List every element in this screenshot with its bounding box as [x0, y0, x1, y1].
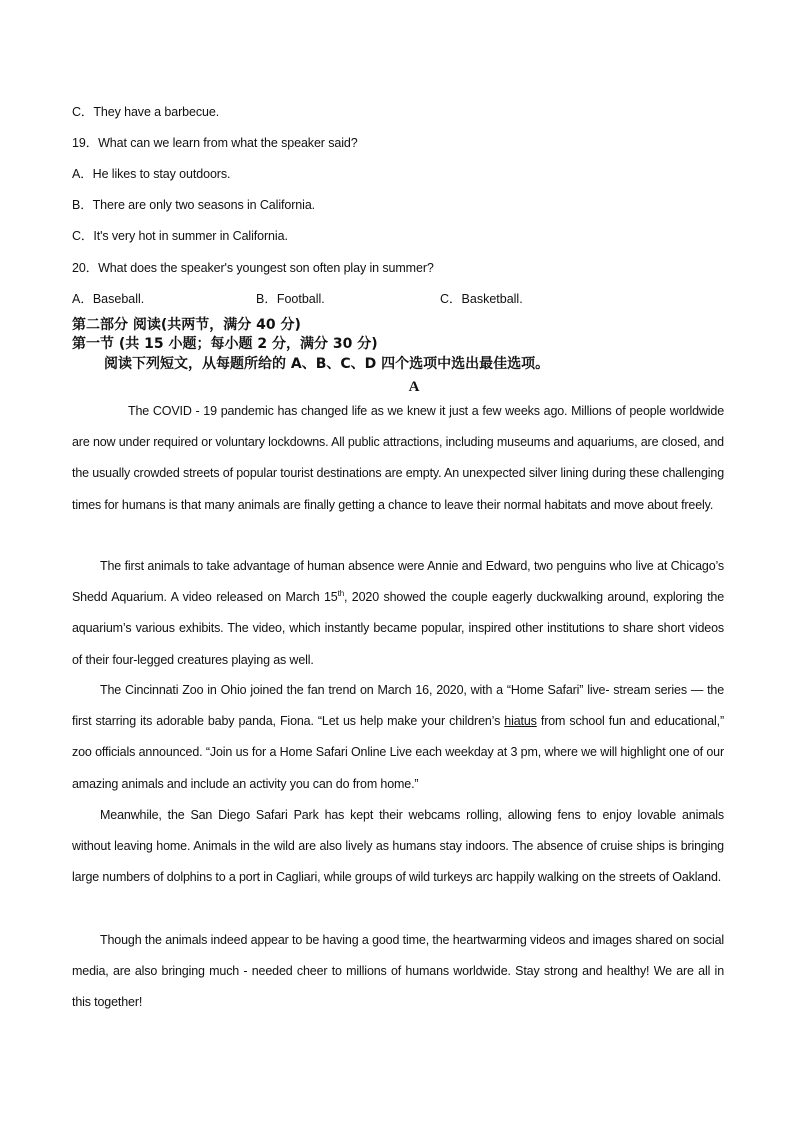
paragraph-3-text-b: from school fun and educational,” zoo officials announced. “Join us for a Home Safari Online Live each weekday at 3 pm, where we will highlight one of our amazing animals and include an activity you can do from home.”	[72, 714, 724, 791]
paragraph-2-text-a: The first animals to take advantage of human absence were Annie and Edward, two penguins who live at Chicago’s Shedd Aquarium. A video released on March 15	[72, 559, 724, 605]
paragraph-1: The COVID - 19 pandemic has changed life as we knew it just a few weeks ago. Millions of people worldwide are now under required or voluntary lockdowns. All public attractions, including museums and aquariums, are closed, and the usually crowded streets of popular tourist destinations are empty. An unexpected silver lining during these challenging times for humans is that many animals are finally getting a chance to leave their normal habitats and move about freely.	[72, 404, 724, 512]
q19-option-c: C．It's very hot in summer in California.	[72, 229, 288, 243]
q20-stem: 20．What does the speaker's youngest son often play in summer?	[72, 261, 434, 275]
q20-option-b: B．Football.	[256, 292, 325, 306]
q19-option-b: B．There are only two seasons in California.	[72, 198, 316, 212]
paragraph-4: Meanwhile, the San Diego Safari Park has kept their webcams rolling, allowing fens to enjoy lovable animals without leaving home. Animals in the wild are also lively as humans stay indoors. The absence of cruise ships is bringing large numbers of dolphins to a port in Cagliari, while groups of wild turkeys arc happily walking on the streets of Oakland.	[72, 808, 724, 885]
ordinal-suffix: th	[337, 589, 344, 599]
paragraph-2-text-b: , 2020 showed the couple eagerly duckwalking around, exploring the aquarium’s various exhibits. The video, which instantly became popular, inspired other institutions to share short videos of their four-legged creatures playing as well.	[72, 590, 724, 667]
passage-title: A	[408, 379, 420, 395]
q18-option-c: C．They have a barbecue.	[72, 105, 220, 119]
underlined-word-hiatus: hiatus	[504, 714, 537, 729]
q20-option-c: C．Basketball.	[440, 292, 523, 306]
paragraph-3	[72, 675, 724, 800]
q19-option-a: A．He likes to stay outdoors.	[72, 167, 231, 181]
q19-stem: 19．What can we learn from what the speaker said?	[72, 136, 358, 150]
paragraph-5: Though the animals indeed appear to be having a good time, the heartwarming videos and images shared on social media, are also bringing much - needed cheer to millions of humans worldwide. Stay strong and healthy! We are all in this together!	[72, 933, 724, 1010]
instruction: 阅读下列短文，从每题所给的 A、B、C、D 四个选项中选出最佳选项。	[104, 356, 550, 372]
paragraph-3-text-a: The Cincinnati Zoo in Ohio joined the fan trend on March 16, 2020, with a “Home Safari” live- stream series — the first starring its adorable baby panda, Fiona. “Let us help make your children’s	[72, 683, 724, 729]
q20-option-a: A．Baseball.	[72, 292, 145, 306]
paragraph-2	[72, 551, 724, 676]
part-heading: 第二部分 阅读(共两节，满分 40 分)	[72, 317, 301, 333]
subsection-heading: 第一节 (共 15 小题；每小题 2 分，满分 30 分)	[72, 336, 378, 352]
